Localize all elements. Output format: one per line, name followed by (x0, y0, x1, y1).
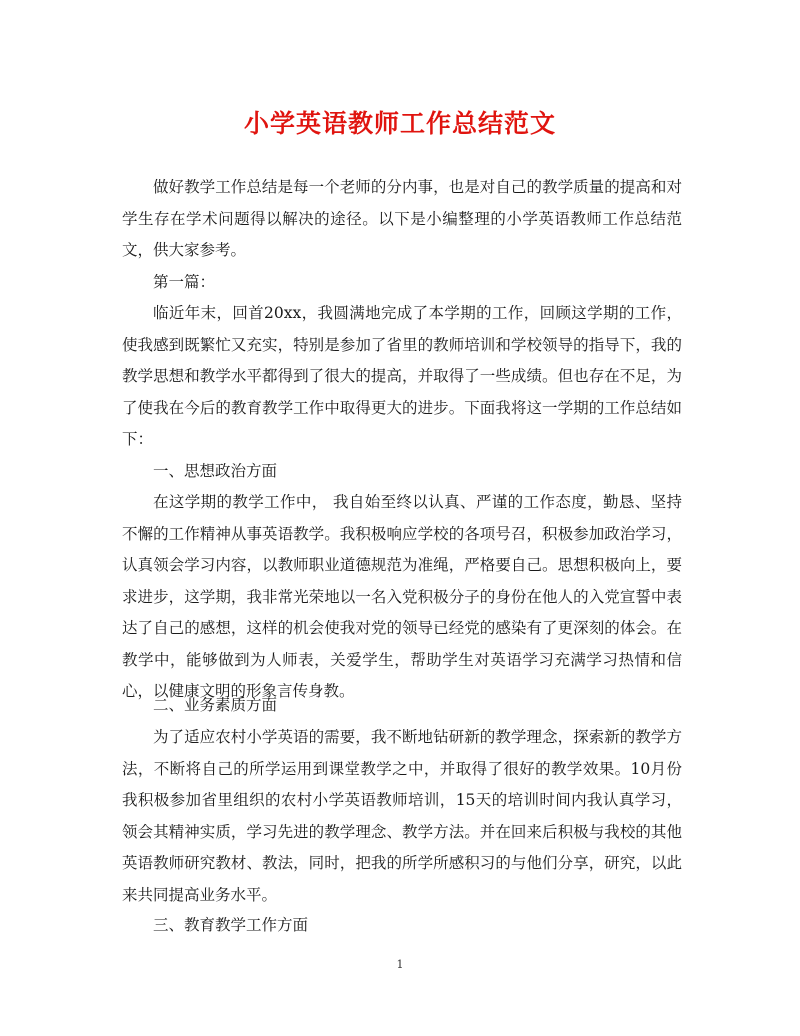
section3-heading: 三、教育教学工作方面 (153, 916, 309, 934)
section2-heading: 二、业务素质方面 (153, 696, 278, 714)
document-title: 小学英语教师工作总结范文 (243, 109, 556, 138)
section2-paragraph: 为了适应农村小学英语的需要，我不断地钻研新的教学理念，探索新的教学方法，不断将自己的所学运用到课堂教学之中，并取得了很好的教学效果。10月份我积极参加省里组织的农村小学英语教师培训，15天的培训时间内我认真学习，领会其精神实质，学习先进的教学理念、教学方法。并在回来后积极与我校的其他英语教师研究教材、教法，同时，把我的所学所感积习的与他们分享，研究，以此来共同提高业务水平。 (122, 728, 682, 904)
intro-paragraph: 做好教学工作总结是每一个老师的分内事，也是对自己的教学质量的提高和对学生存在学术问题得以解决的途径。以下是小编整理的小学英语教师工作总结范文，供大家参考。 (122, 178, 682, 259)
part1-label: 第一篇： (153, 273, 216, 291)
section1-paragraph: 在这学期的教学工作中， 我自始至终以认真、严谨的工作态度，勤恳、坚持不懈的工作精神从事英语教学。我积极响应学校的各项号召，积极参加政治学习，认真领会学习内容，以教师职业道德规范为准绳，严格要自己。思想积极向上，要求进步，这学期，我非常光荣地以一名入党积极分子的身份在他人的入党宣誓中表达了自己的感想，这样的机会使我对党的领导已经党的感染有了更深刻的体会。在教学中，能够做到为人师表，关爱学生，帮助学生对英语学习充满学习热情和信心，以健康文明的形象言传身教。 (122, 493, 682, 700)
section1-heading: 一、思想政治方面 (153, 462, 278, 480)
page-number: 1 (396, 958, 404, 971)
part1-paragraph: 临近年末，回首20xx，我圆满地完成了本学期的工作，回顾这学期的工作，使我感到既繁忙又充实，特别是参加了省里的教师培训和学校领导的指导下，我的教学思想和教学水平都得到了很大的提高，并取得了一些成绩。但也存在不足，为了使我在今后的教育教学工作中取得更大的进步。下面我将这一学期的工作总结如下： (122, 304, 682, 448)
